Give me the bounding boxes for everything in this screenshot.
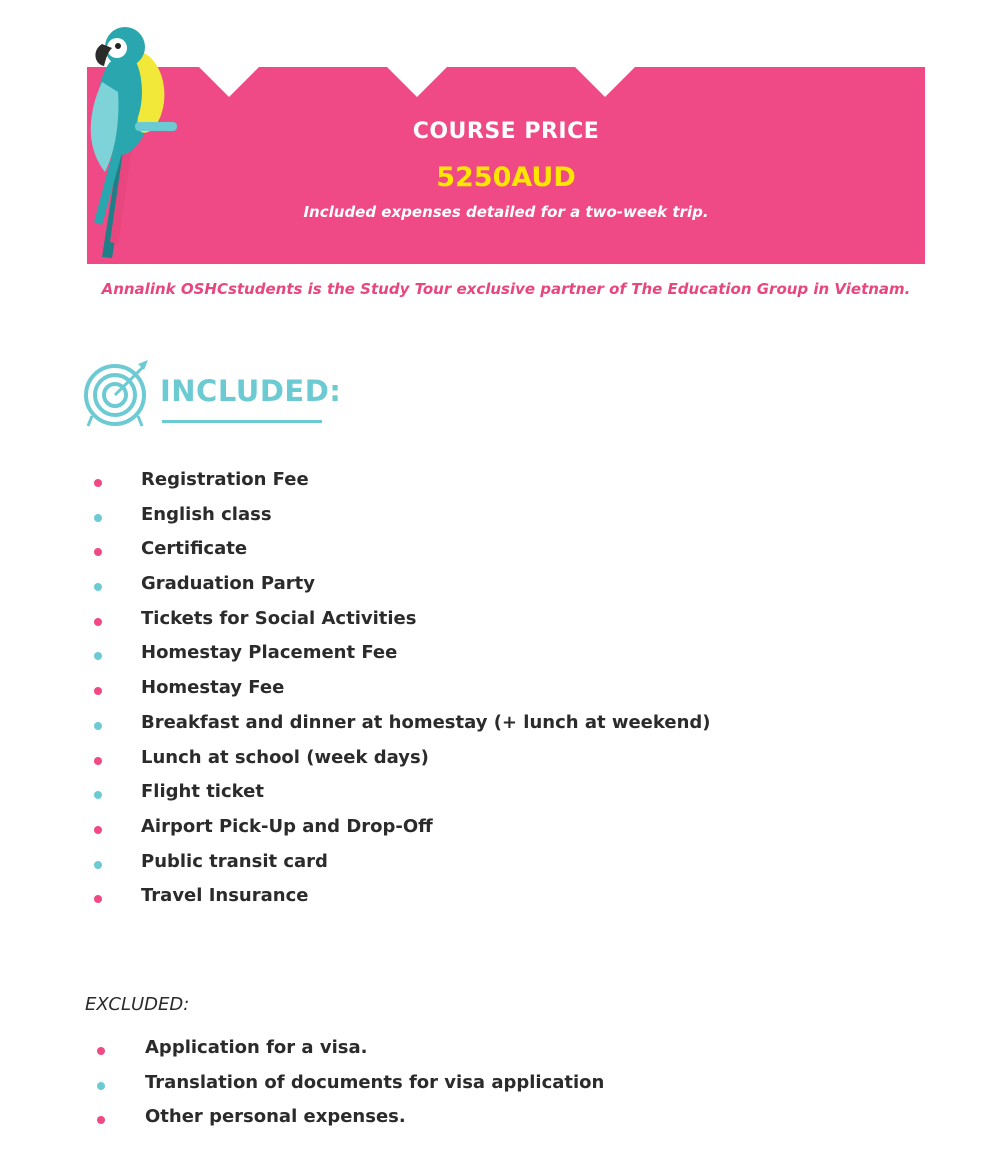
bullet-icon bbox=[94, 618, 102, 626]
list-item bbox=[0, 777, 998, 812]
included-title: INCLUDED: bbox=[160, 374, 342, 408]
list-item-text: Graduation Party bbox=[141, 573, 315, 595]
list-item-text: Breakfast and dinner at homestay (+ lunch at weekend) bbox=[141, 711, 711, 733]
list-item-text: Airport Pick-Up and Drop-Off bbox=[141, 815, 433, 837]
bullet-icon bbox=[94, 479, 102, 487]
bullet-icon bbox=[94, 652, 102, 660]
list-item bbox=[0, 881, 998, 916]
banner-title: COURSE PRICE bbox=[412, 119, 600, 144]
bullet-icon bbox=[94, 548, 102, 556]
list-item-text: Translation of documents for visa application bbox=[145, 1071, 605, 1093]
bullet-icon bbox=[94, 895, 102, 903]
excluded-title: EXCLUDED: bbox=[85, 994, 190, 1015]
title-underline bbox=[162, 420, 322, 423]
banner-notch bbox=[199, 67, 259, 97]
list-item-text: English class bbox=[141, 503, 272, 525]
list-item-text: Tickets for Social Activities bbox=[141, 607, 417, 629]
list-item bbox=[0, 743, 998, 778]
list-item bbox=[0, 638, 998, 673]
list-item-text: Registration Fee bbox=[141, 469, 309, 490]
list-item bbox=[0, 812, 998, 847]
course-price: 5250AUD bbox=[436, 162, 576, 193]
banner-subtitle: Included expenses detailed for a two-week trip. bbox=[303, 203, 709, 221]
bullet-icon bbox=[94, 791, 102, 799]
list-item bbox=[0, 708, 998, 743]
bullet-icon bbox=[94, 757, 102, 765]
list-item bbox=[0, 1102, 998, 1137]
list-item bbox=[0, 673, 998, 708]
list-item bbox=[0, 465, 998, 500]
partner-note: Annalink OSHCstudents is the Study Tour exclusive partner of The Education Group in Vietnam. bbox=[101, 280, 911, 298]
list-item-text: Application for a visa. bbox=[145, 1037, 368, 1058]
bullet-icon bbox=[94, 826, 102, 834]
list-item-text: Public transit card bbox=[141, 850, 328, 872]
bullet-icon bbox=[97, 1047, 105, 1055]
banner-notch bbox=[575, 67, 635, 97]
list-item bbox=[0, 847, 998, 882]
bullet-icon bbox=[94, 687, 102, 695]
bullet-icon bbox=[94, 722, 102, 730]
bullet-icon bbox=[94, 861, 102, 869]
bullet-icon bbox=[94, 583, 102, 591]
bullet-icon bbox=[97, 1116, 105, 1124]
list-item-text: Homestay Fee bbox=[141, 677, 285, 699]
list-item-text: Certificate bbox=[141, 538, 248, 560]
list-item bbox=[0, 1068, 998, 1103]
list-item bbox=[0, 500, 998, 535]
bullet-icon bbox=[94, 514, 102, 522]
list-item-text: Travel Insurance bbox=[141, 885, 309, 907]
parrot-icon bbox=[80, 22, 185, 262]
list-item bbox=[0, 1033, 998, 1068]
list-item bbox=[0, 569, 998, 604]
list-item-text: Flight ticket bbox=[141, 781, 264, 803]
list-item bbox=[0, 534, 998, 569]
list-item-text: Other personal expenses. bbox=[145, 1106, 406, 1128]
list-item-text: Lunch at school (week days) bbox=[141, 746, 429, 768]
excluded-list bbox=[0, 1033, 998, 1137]
banner-notch bbox=[387, 67, 447, 97]
list-item-text: Homestay Placement Fee bbox=[141, 642, 398, 664]
bullet-icon bbox=[97, 1082, 105, 1090]
list-item bbox=[0, 604, 998, 639]
price-banner bbox=[87, 67, 925, 264]
target-icon bbox=[82, 358, 152, 428]
included-list bbox=[0, 465, 998, 916]
